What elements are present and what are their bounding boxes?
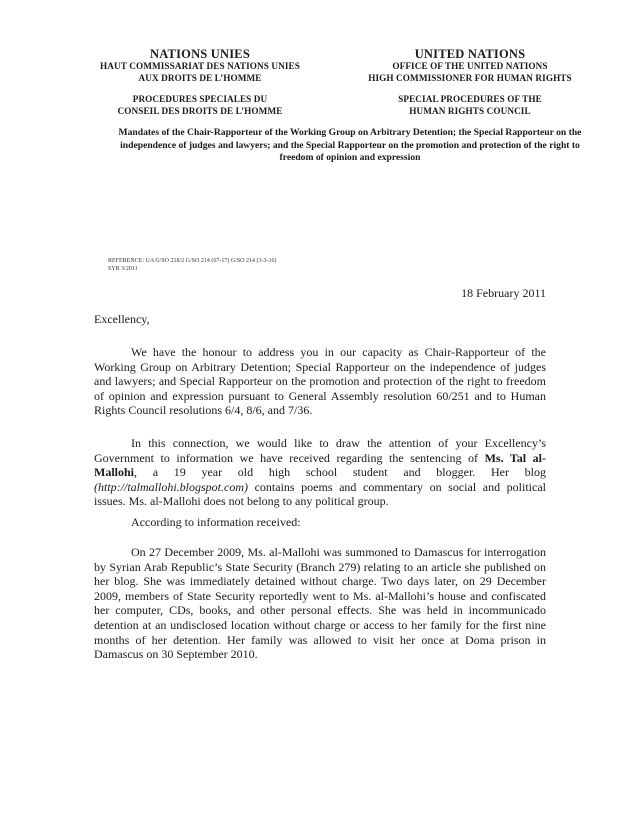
paragraph-text <box>94 436 546 509</box>
letterhead-french-line: AUX DROITS DE L’HOMME <box>138 72 262 83</box>
mandates-heading: Mandates of the Chair-Rapporteur of the Working Group on Arbitrary Detention; the Special Rapporteur on the independence of judges and lawyers; and the Special Rapporteur on the promotion and protection of the right to freedom of opinion and expression <box>118 127 582 163</box>
paragraph-1 <box>94 345 546 418</box>
paragraph-text: We have the honour to address you in our capacity as Chair-Rapporteur of the Working Group on Arbitrary Detention; Special Rapporteur on the independence of judges and lawyers; and Special Rapporteur on the promotion and protection of the right to freedom of opinion and expression pursuant to General Assembly resolution 60/251 and to Human Rights Council resolutions 6/4, 8/6, and 7/36. <box>94 345 546 418</box>
paragraph-text-part: , a 19 year old high school student and blogger. Her blog <box>134 465 546 480</box>
letterhead-french-line: HAUT COMMISSARIAT DES NATIONS UNIES <box>100 61 300 71</box>
paragraph-3 <box>94 515 546 530</box>
salutation: Excellency, <box>94 312 150 326</box>
paragraph-text-part: In this connection, we would like to draw the attention of your Excellency’s Government to information we have received regarding the sentencing of <box>94 436 546 465</box>
reference-block <box>108 257 368 273</box>
letterhead-english-line: HIGH COMMISSIONER FOR HUMAN RIGHTS <box>368 72 572 83</box>
letterhead-english-line: OFFICE OF THE UNITED NATIONS <box>392 61 548 71</box>
letterhead-english-title: UNITED NATIONS <box>414 47 526 61</box>
paragraph-text-part: contains poems and commentary on social and political issues. Ms. al-Mallohi does not belong to any political group. <box>94 479 546 509</box>
reference-line: SYR 3/2011 <box>108 266 138 272</box>
letterhead <box>80 47 600 119</box>
letterhead-french-title: NATIONS UNIES <box>150 47 250 61</box>
blog-url: (http://talmallohi.blogspot.com) <box>94 479 248 494</box>
letterhead-english-line: SPECIAL PROCEDURES OF THE <box>398 94 542 104</box>
letterhead-english-line: HUMAN RIGHTS COUNCIL <box>409 105 531 116</box>
paragraph-text: According to information received: <box>131 515 301 529</box>
letterhead-french <box>80 47 320 117</box>
letterhead-english <box>350 47 590 117</box>
paragraph-2 <box>94 436 546 509</box>
person-name: Ms. Tal al-Mallohi <box>94 450 546 480</box>
letterhead-french-line: CONSEIL DES DROITS DE L’HOMME <box>117 105 283 116</box>
letter-date: 18 February 2011 <box>461 286 546 300</box>
reference-line: REFERENCE: UA G/SO 218/2 G/SO 214 (67-17) G/SO 214 (3-3-16) <box>108 258 277 264</box>
paragraph-text: On 27 December 2009, Ms. al-Mallohi was summoned to Damascus for interrogation by Syrian Arab Republic’s State Security (Branch 279) relating to an article she published on her blog. She was immediately detained without charge. Two days later, on 29 December 2009, members of State Security reportedly went to Ms. al-Mallohi’s house and confiscated her computer, CDs, books, and other personal effects. She was held in incommunicado detention at an undisclosed location without charge or access to her family for the first nine months of her detention. Her family was allowed to visit her once at Doma prison in Damascus on 30 September 2010. <box>94 545 546 662</box>
paragraph-4 <box>94 545 546 662</box>
letterhead-french-line: PROCEDURES SPECIALES DU <box>132 94 268 104</box>
